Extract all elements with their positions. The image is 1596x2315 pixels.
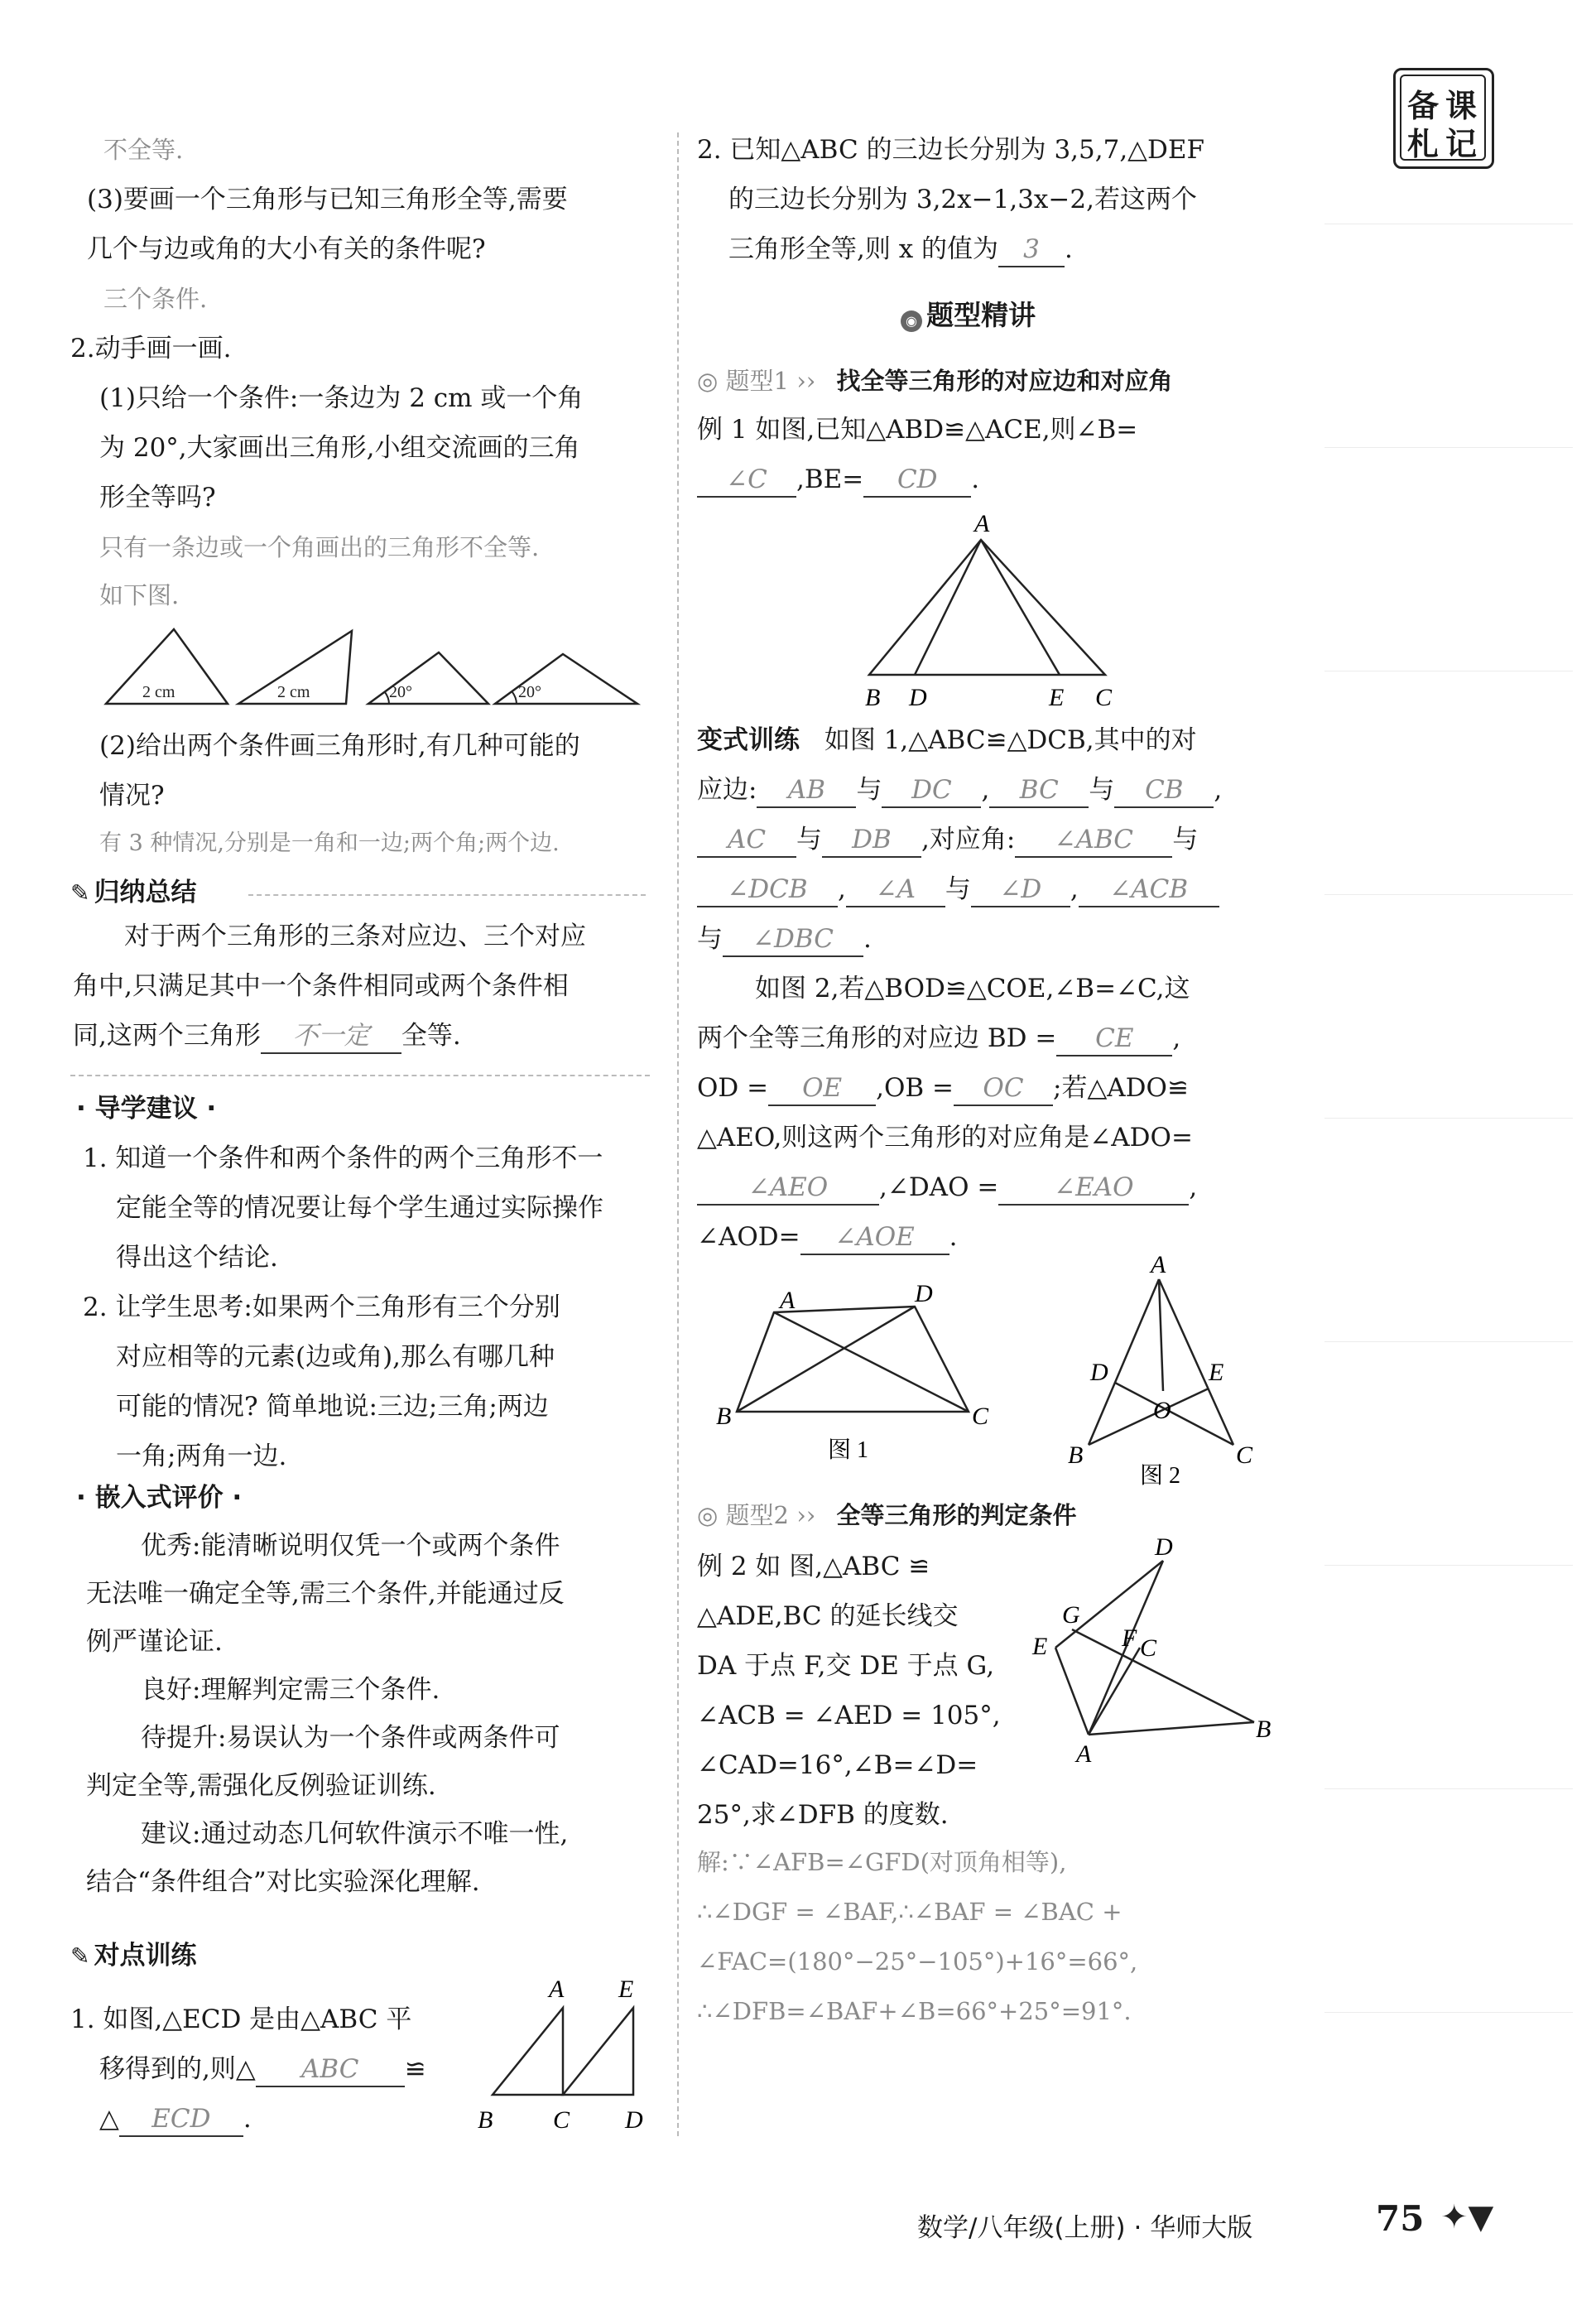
practice-header <box>70 1934 197 1971</box>
label-c: C <box>1236 1441 1253 1469</box>
variation-intro: 如图 1,△ABC≌△DCB,其中的对 <box>824 725 1197 755</box>
aod-blank: ∠AOE <box>800 1220 949 1255</box>
footer-book-title: 数学/八年级(上册) · 华师大版 <box>917 2213 1253 2243</box>
column-divider <box>677 132 679 2136</box>
solution-line3: ∠FAC=(180°−25°−105°)+16°=66°, <box>697 1947 1138 1976</box>
question-2-1-line1: (1)只给一个条件:一条边为 2 cm 或一个角 <box>99 383 584 413</box>
stamp-char-1: 备 <box>1407 88 1440 124</box>
section-icon: ◉ <box>901 310 922 332</box>
label-o: O <box>1153 1397 1171 1424</box>
congruent-symbol: ≌ <box>404 2054 426 2084</box>
word-yu: 与 <box>796 825 822 854</box>
section-title: 题型精讲 <box>926 299 1036 331</box>
figure-1-caption: 图 1 <box>828 1437 869 1463</box>
solution-line2: ∴∠DGF = ∠BAF,∴∠BAF = ∠BAC + <box>697 1898 1122 1926</box>
label-b: B <box>478 2106 493 2134</box>
example-2-line2: △ADE,BC 的延长线交 <box>697 1601 959 1631</box>
eval-1-line2: 无法唯一确定全等,需三个条件,并能通过反 <box>86 1579 565 1609</box>
eval-4-line2: 结合“条件组合”对比实验深化理解. <box>86 1867 480 1897</box>
question-2-2-line1: (2)给出两个条件画三角形时,有几种可能的 <box>99 731 580 761</box>
fig2-line5 <box>697 1163 1197 1211</box>
notes-stamp <box>1393 68 1494 169</box>
tag-dot-icon: ◎ <box>697 1501 719 1529</box>
label-a: A <box>780 1287 796 1314</box>
variation-title: 变式训练 <box>697 725 800 755</box>
comma: , <box>1214 775 1223 805</box>
answer-three-conditions: 三个条件. <box>103 285 208 313</box>
stamp-char-3: 札 <box>1407 126 1440 162</box>
od-blank: OE <box>768 1071 876 1106</box>
page-number: 75 <box>1376 2198 1425 2239</box>
section-header <box>901 294 1036 333</box>
practice-blank-2: ECD <box>119 2102 243 2137</box>
word-yu: 与 <box>1172 825 1199 854</box>
practice-title: 对点训练 <box>94 1941 197 1971</box>
guide-2-line4: 一角;两角一边. <box>116 1441 287 1471</box>
diagonal-bd <box>737 1307 915 1412</box>
label-f: F <box>1122 1624 1137 1652</box>
ob-blank: OC <box>954 1071 1053 1106</box>
label-a: A <box>1151 1251 1166 1278</box>
var-blank-dcb: ∠DCB <box>697 873 838 907</box>
period: . <box>863 924 872 954</box>
word-yu: 与 <box>856 775 882 805</box>
example-2-line3: DA 于点 F,交 DE 于点 G, <box>697 1651 995 1681</box>
aod-label: ∠AOD= <box>697 1222 800 1252</box>
label-d: D <box>625 2106 643 2134</box>
label-b: B <box>865 684 881 711</box>
guide-1-line3: 得出这个结论. <box>116 1243 278 1273</box>
summary-line3 <box>73 1012 461 1060</box>
tag-dot-icon: ◎ <box>697 367 719 395</box>
period: . <box>949 1222 958 1252</box>
practice-blank-1: ABC <box>256 2053 405 2087</box>
summary-line3-end: 全等. <box>401 1021 461 1051</box>
angle-b-blank: ∠C <box>697 463 796 498</box>
summary-blank: 不一定 <box>261 1019 401 1054</box>
word-yu: 与 <box>697 924 723 954</box>
practice-1-line1: 1. 如图,△ECD 是由△ABC 平 <box>70 2005 412 2034</box>
fig2-line6 <box>697 1213 957 1261</box>
fig2-line4: △AEO,则这两个三角形的对应角是∠ADO= <box>697 1123 1193 1153</box>
summary-title: 归纳总结 <box>94 878 197 907</box>
answer-not-congruent: 不全等. <box>103 136 184 164</box>
label-a: A <box>1076 1740 1092 1768</box>
label-d: D <box>1155 1533 1173 1561</box>
eval-title: · 嵌入式评价 · <box>76 1483 243 1513</box>
answer-2-1-line1: 只有一条边或一个角画出的三角形不全等. <box>99 533 540 561</box>
eval-3-line2: 判定全等,需强化反例验证训练. <box>86 1771 436 1801</box>
word-yu: 与 <box>1089 775 1115 805</box>
triangle-abc <box>493 2008 563 2095</box>
right-q2-end: . <box>1065 234 1073 264</box>
stamp-char-4: 记 <box>1445 126 1478 162</box>
question-2-title: 2.动手画一画. <box>70 334 232 363</box>
right-q2-line3 <box>728 225 1073 273</box>
type2-header <box>697 1497 1077 1531</box>
segment-be <box>1089 1389 1209 1445</box>
var-blank-ab: AB <box>757 773 856 808</box>
comma: , <box>1172 1023 1181 1053</box>
eval-1-line3: 例严谨论证. <box>86 1627 223 1657</box>
example-2-line4: ∠ACB = ∠AED = 105°, <box>697 1701 1001 1730</box>
label-g: G <box>1062 1601 1080 1629</box>
triangle-angle-2 <box>495 654 637 704</box>
label-c: C <box>972 1403 989 1430</box>
diagonal-ac <box>774 1312 969 1412</box>
question-2-2-line2: 情况? <box>99 781 165 811</box>
type2-tag-text: 题型2 <box>725 1501 789 1529</box>
dao-label: ,∠DAO = <box>879 1172 999 1202</box>
example-2-line1: 例 2 如 图,△ABC ≌ <box>697 1552 930 1581</box>
pencil-icon: ✎ <box>70 1942 90 1970</box>
summary-line2: 角中,只满足其中一个条件相同或两个条件相 <box>73 971 569 1001</box>
triangle-label-4: 20° <box>518 683 541 701</box>
answer-2-1-line2: 如下图. <box>99 581 180 609</box>
segment-ao <box>1159 1279 1163 1391</box>
guide-title: · 导学建议 · <box>76 1094 217 1124</box>
var-blank-dc: DC <box>882 773 981 808</box>
triangle-label-1: 2 cm <box>142 683 175 701</box>
var-blank-db: DB <box>822 823 921 858</box>
type2-title: 全等三角形的判定条件 <box>836 1501 1077 1529</box>
comma: , <box>981 775 990 805</box>
summary-header <box>70 871 197 908</box>
label-d: D <box>909 684 927 711</box>
label-c: C <box>553 2106 570 2134</box>
ob-label: ,OB = <box>876 1073 954 1103</box>
question-3-line1: (3)要画一个三角形与已知三角形全等,需要 <box>87 185 568 214</box>
var-blank-ac: AC <box>697 823 796 858</box>
segment-ae <box>981 540 1060 675</box>
pencil-icon: ✎ <box>70 879 90 907</box>
label-e: E <box>618 1976 634 2003</box>
var-blank-a: ∠A <box>846 873 945 907</box>
variation-label: 应边: <box>697 775 757 805</box>
triangle-symbol: △ <box>99 2104 119 2134</box>
eval-3-line1: 待提升:易误认为一个条件或两条件可 <box>141 1723 560 1753</box>
question-2-1-line3: 形全等吗? <box>99 483 216 513</box>
right-q2-line3-start: 三角形全等,则 x 的值为 <box>728 234 999 264</box>
type1-tag: ◎ 题型1 ›› <box>697 367 816 395</box>
page-corner-decoration-icon: ✦▼ <box>1440 2198 1494 2236</box>
bd-blank: CE <box>1056 1022 1172 1056</box>
var-blank-dbc: ∠DBC <box>723 922 863 957</box>
label-b: B <box>1256 1716 1272 1743</box>
question-3-line2: 几个与边或角的大小有关的条件呢? <box>87 234 486 264</box>
var-blank-bc: BC <box>989 773 1089 808</box>
segment-cd <box>1115 1383 1233 1445</box>
od-label: OD = <box>697 1073 769 1103</box>
eval-2: 良好:理解判定需三个条件. <box>141 1675 440 1705</box>
label-a: A <box>549 1976 565 2003</box>
solution-line1: 解:∵∠AFB=∠GFD(对顶角相等), <box>697 1848 1067 1876</box>
triangle-ecd <box>563 2008 633 2095</box>
example-1-mid: ,BE= <box>796 464 864 494</box>
example-1-line1: 例 1 如图,已知△ABD≌△ACE,则∠B= <box>697 415 1138 445</box>
summary-line1: 对于两个三角形的三条对应边、三个对应 <box>124 922 586 951</box>
right-q2-line2: 的三边长分别为 3,2x−1,3x−2,若这两个 <box>728 185 1197 214</box>
type1-header <box>697 363 1173 397</box>
label-e: E <box>1032 1633 1048 1660</box>
comma: , <box>838 874 846 904</box>
fig2-line3-end: ;若△ADO≌ <box>1053 1073 1189 1103</box>
practice-1-end: . <box>243 2104 252 2134</box>
var-blank-d: ∠D <box>971 873 1070 907</box>
x-value-blank: 3 <box>998 233 1065 267</box>
segment-ea <box>1055 1648 1089 1735</box>
fig2-line3 <box>697 1064 1189 1112</box>
label-d: D <box>915 1280 933 1307</box>
type1-tag-text: 题型1 <box>725 367 789 395</box>
comma: , <box>1189 1172 1198 1202</box>
type1-title: 找全等三角形的对应边和对应角 <box>836 367 1173 395</box>
figure-1-outline <box>737 1307 969 1412</box>
figure-1 <box>712 1275 1010 1466</box>
label-e: E <box>1049 684 1065 711</box>
type2-tag: ◎ 题型2 ›› <box>697 1501 816 1529</box>
fig2-line2-start: 两个全等三角形的对应边 BD = <box>697 1023 1057 1053</box>
variation-line4 <box>697 865 1219 913</box>
comma: , <box>1070 874 1079 904</box>
variation-line3 <box>697 816 1198 864</box>
four-triangles-figure <box>99 621 654 712</box>
example-2-line6: 25°,求∠DFB 的度数. <box>697 1800 949 1830</box>
question-2-1-line2: 为 20°,大家画出三角形,小组交流画的三角 <box>99 433 580 463</box>
label-c: C <box>1095 684 1113 711</box>
guide-2-line2: 对应相等的元素(边或角),那么有哪几种 <box>116 1342 555 1372</box>
be-blank: CD <box>863 463 971 498</box>
var-blank-abc: ∠ABC <box>1015 823 1172 858</box>
triangle-label-3: 20° <box>389 683 412 701</box>
guide-2-line3: 可能的情况? 简单地说:三边;三角;两边 <box>116 1392 549 1422</box>
eval-1-line1: 优秀:能清晰说明仅凭一个或两个条件 <box>141 1531 560 1561</box>
fig2-line2 <box>697 1014 1180 1062</box>
figure-2-caption: 图 2 <box>1140 1463 1181 1489</box>
translation-figure <box>476 1962 658 2136</box>
example-2-figure <box>1031 1533 1279 1768</box>
practice-1-line3 <box>99 2095 252 2143</box>
example-1-line2 <box>697 455 979 503</box>
label-d: D <box>1090 1359 1108 1386</box>
label-a: A <box>974 510 990 537</box>
variation-line2 <box>697 766 1222 814</box>
guide-1-line1: 1. 知道一个条件和两个条件的两个三角形不一 <box>83 1143 603 1173</box>
fig2-line1: 如图 2,若△BOD≌△COE,∠B=∠C,这 <box>755 974 1190 1003</box>
label-e: E <box>1209 1359 1224 1386</box>
practice-1-line2 <box>99 2045 426 2093</box>
summary-line3-start: 同,这两个三角形 <box>73 1021 261 1051</box>
triangle-label-2: 2 cm <box>277 683 310 701</box>
practice-1-line2-start: 移得到的,则△ <box>99 2054 256 2084</box>
segment-ab <box>1089 1722 1254 1735</box>
guide-1-line2: 定能全等的情况要让每个学生通过实际操作 <box>116 1193 603 1223</box>
dao-blank: ∠EAO <box>998 1171 1189 1206</box>
eval-4-line1: 建议:通过动态几何软件演示不唯一性, <box>141 1819 569 1849</box>
word-yu: 与 <box>945 874 971 904</box>
big-triangle <box>869 540 1105 675</box>
example-1-figure <box>857 505 1122 712</box>
variation-line1 <box>697 716 1197 764</box>
example-1-end: . <box>971 464 980 494</box>
solution-line4: ∴∠DFB=∠BAF+∠B=66°+25°=91°. <box>697 1997 1132 2025</box>
example-2-line5: ∠CAD=16°,∠B=∠D= <box>697 1750 978 1780</box>
var-blank-acb: ∠ACB <box>1079 873 1219 907</box>
guide-2-line1: 2. 让学生思考:如果两个三角形有三个分别 <box>83 1292 560 1322</box>
summary-bottom-rule <box>70 1075 650 1076</box>
right-q2-line1: 2. 已知△ABC 的三边长分别为 3,5,7,△DEF <box>697 135 1205 165</box>
variation-line5 <box>697 915 872 963</box>
adr-blank: ∠AEO <box>697 1171 879 1206</box>
answer-2-2: 有 3 种情况,分别是一角和一边;两个角;两个边. <box>99 830 560 856</box>
var-blank-cb: CB <box>1114 773 1214 808</box>
label-c: C <box>1140 1634 1157 1662</box>
summary-top-rule <box>248 894 646 896</box>
corresponding-angles-label: ,对应角: <box>921 825 1016 854</box>
stamp-char-2: 课 <box>1445 88 1478 124</box>
label-b: B <box>716 1403 732 1430</box>
label-b: B <box>1068 1441 1084 1469</box>
figure-2 <box>1064 1251 1279 1489</box>
